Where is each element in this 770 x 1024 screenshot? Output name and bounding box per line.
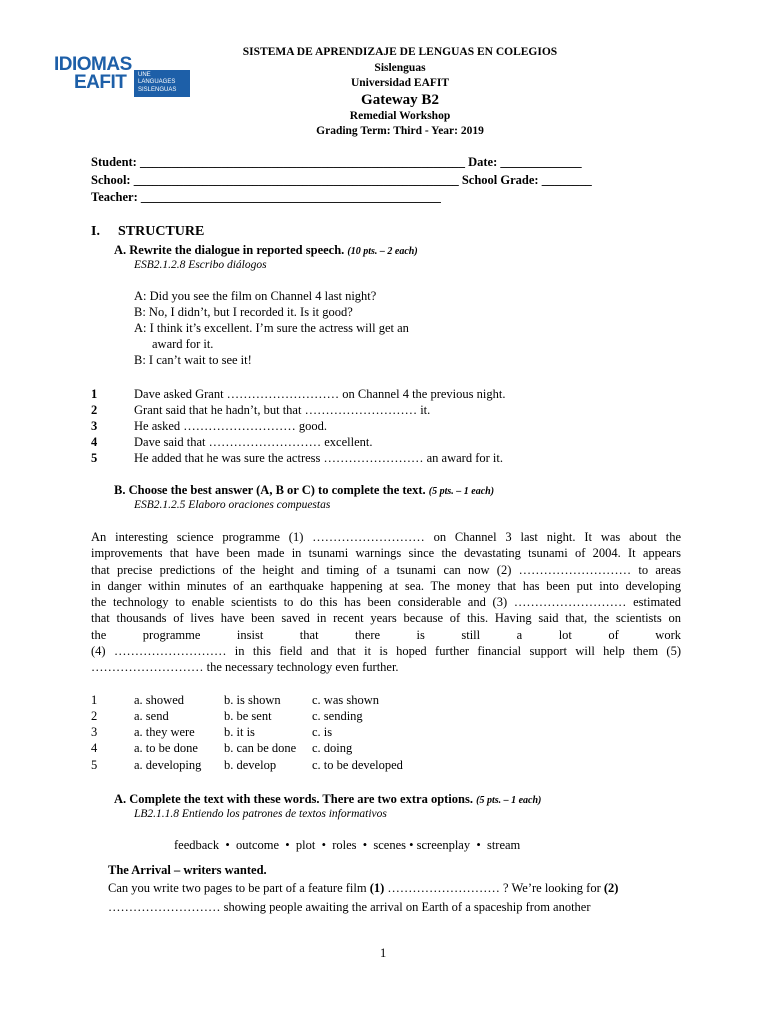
dialogue-line: B: I can’t wait to see it! xyxy=(134,353,252,367)
option-a[interactable]: a. developing xyxy=(134,758,202,772)
gap-number: (1) xyxy=(369,881,385,895)
option-a[interactable]: a. showed xyxy=(134,693,184,707)
part-c-heading xyxy=(114,792,541,807)
logo-text-idiomas: IDIOMAS xyxy=(54,54,132,75)
item-number: 2 xyxy=(91,403,98,417)
logo-badge-line3: SISLENGUAS xyxy=(138,87,177,93)
option-c[interactable]: c. sending xyxy=(312,709,363,723)
header-line5: Remedial Workshop xyxy=(349,110,451,122)
part-a-points: (10 pts. – 2 each) xyxy=(347,246,418,257)
option-c[interactable]: c. was shown xyxy=(312,693,380,707)
section-number: I. xyxy=(91,224,100,239)
passage-c-text: ……………………… ? We’re looking for xyxy=(384,881,604,895)
page-title: Gateway B2 xyxy=(361,92,439,108)
passage-line: that thousands of lives have been saved in recent years because of this. Having said that, the scientists on xyxy=(91,611,681,626)
part-c-points: (5 pts. – 1 each) xyxy=(476,795,542,806)
item-number: 5 xyxy=(91,451,98,465)
passage-c-text: Can you write two pages to be part of a feature film xyxy=(108,881,370,895)
student-field[interactable]: Student: ____________________________________________________ Date: _____________ xyxy=(91,155,582,169)
item-number: 4 xyxy=(91,435,98,449)
option-a[interactable]: a. they were xyxy=(134,725,195,739)
option-a[interactable]: a. to be done xyxy=(134,741,198,755)
dialogue-line: award for it. xyxy=(152,337,214,351)
logo-text-eafit: EAFIT xyxy=(74,72,127,93)
option-number: 3 xyxy=(91,725,98,739)
logo-badge xyxy=(134,70,190,97)
item-text: Grant said that he hadn’t, but that ……………………… it. xyxy=(134,403,431,417)
dialogue-line: A: Did you see the film on Channel 4 last night? xyxy=(134,289,377,303)
item-number: 1 xyxy=(91,387,98,401)
item-text: He added that he was sure the actress …………………… an award for it. xyxy=(134,451,503,465)
logo-badge-line2: LANGUAGES xyxy=(138,79,176,85)
idiomas-eafit-logo xyxy=(54,54,199,98)
option-number: 1 xyxy=(91,693,98,707)
option-c[interactable]: c. is xyxy=(312,725,333,739)
part-c-code: LB2.1.1.8 Entiendo los patrones de textos informativos xyxy=(134,808,387,820)
passage-line: improvements that have been made in tsunami warnings since the devastating tsunami of 2004. It appears xyxy=(91,546,681,561)
school-field[interactable]: School: ____________________________________________________ School Grade: ________ xyxy=(91,173,592,187)
option-a[interactable]: a. send xyxy=(134,709,169,723)
header-line1: SISTEMA DE APRENDIZAJE DE LENGUAS EN COLEGIOS xyxy=(242,46,558,58)
passage-line: (4) ……………………… in this field and that it is hoped further financial support will help them (5) xyxy=(91,644,681,659)
option-b[interactable]: b. can be done xyxy=(224,741,297,755)
option-b[interactable]: b. is shown xyxy=(224,693,281,707)
section-title: STRUCTURE xyxy=(118,224,205,239)
header-line2: Sislenguas xyxy=(374,62,426,74)
option-b[interactable]: b. be sent xyxy=(224,709,272,723)
option-number: 5 xyxy=(91,758,98,772)
part-a-title: A. Rewrite the dialogue in reported speech. xyxy=(114,243,345,257)
passage-line: that precise predictions of the height and timing of a tsunami can now (2) ……………………… to areas xyxy=(91,562,681,577)
header-line6: Grading Term: Third - Year: 2019 xyxy=(316,125,484,137)
passage-line: ……………………… the necessary technology even further. xyxy=(91,660,399,675)
passage-c-line1 xyxy=(108,881,618,896)
option-b[interactable]: b. it is xyxy=(224,725,255,739)
option-number: 2 xyxy=(91,709,98,723)
teacher-field[interactable]: Teacher: ________________________________________________ xyxy=(91,190,441,204)
reading-passage xyxy=(91,529,681,676)
gap-number: (2) xyxy=(603,881,619,895)
word-bank: feedback • outcome • plot • roles • scenes • screenplay • stream xyxy=(174,838,521,852)
dialogue-line: A: I think it’s excellent. I’m sure the actress will get an xyxy=(134,321,409,335)
dialogue-line: B: No, I didn’t, but I recorded it. Is it good? xyxy=(134,305,353,319)
item-text: Dave asked Grant ……………………… on Channel 4 the previous night. xyxy=(134,387,506,401)
item-text: He asked ……………………… good. xyxy=(134,419,328,433)
option-b[interactable]: b. develop xyxy=(224,758,277,772)
item-number: 3 xyxy=(91,419,98,433)
header-line3: Universidad EAFIT xyxy=(350,77,450,89)
part-b-points: (5 pts. – 1 each) xyxy=(428,486,495,497)
option-number: 4 xyxy=(91,741,98,755)
passage-line: the technology to enable scientists to do this has been considerable and (3) ……………………… estimated xyxy=(91,595,681,610)
part-a-heading xyxy=(114,243,418,258)
item-text: Dave said that ……………………… excellent. xyxy=(134,435,373,449)
logo-badge-line1: UNE xyxy=(138,72,151,78)
passage-c-line2: ……………………… showing people awaiting the arrival on Earth of a spaceship from another xyxy=(108,900,591,914)
passage-line: in danger within minutes of an earthquake happening at sea. The money that has been put into developing xyxy=(91,578,681,593)
part-b-title: B. Choose the best answer (A, B or C) to complete the text. xyxy=(114,483,426,497)
passage-line: An interesting science programme (1) ……………………… on Channel 3 last night. It was about the xyxy=(91,530,681,544)
passage-line: the programme insist that there is still a lot of work xyxy=(91,627,681,642)
part-a-code: ESB2.1.2.8 Escribo diálogos xyxy=(134,259,267,271)
option-c[interactable]: c. doing xyxy=(312,741,353,755)
text-heading: The Arrival – writers wanted. xyxy=(108,863,267,877)
part-b-heading xyxy=(114,483,494,498)
option-c[interactable]: c. to be developed xyxy=(312,758,403,772)
part-b-code: ESB2.1.2.5 Elaboro oraciones compuestas xyxy=(134,499,331,511)
part-c-title: A. Complete the text with these words. There are two extra options. xyxy=(114,792,473,806)
page-number: 1 xyxy=(380,946,387,960)
